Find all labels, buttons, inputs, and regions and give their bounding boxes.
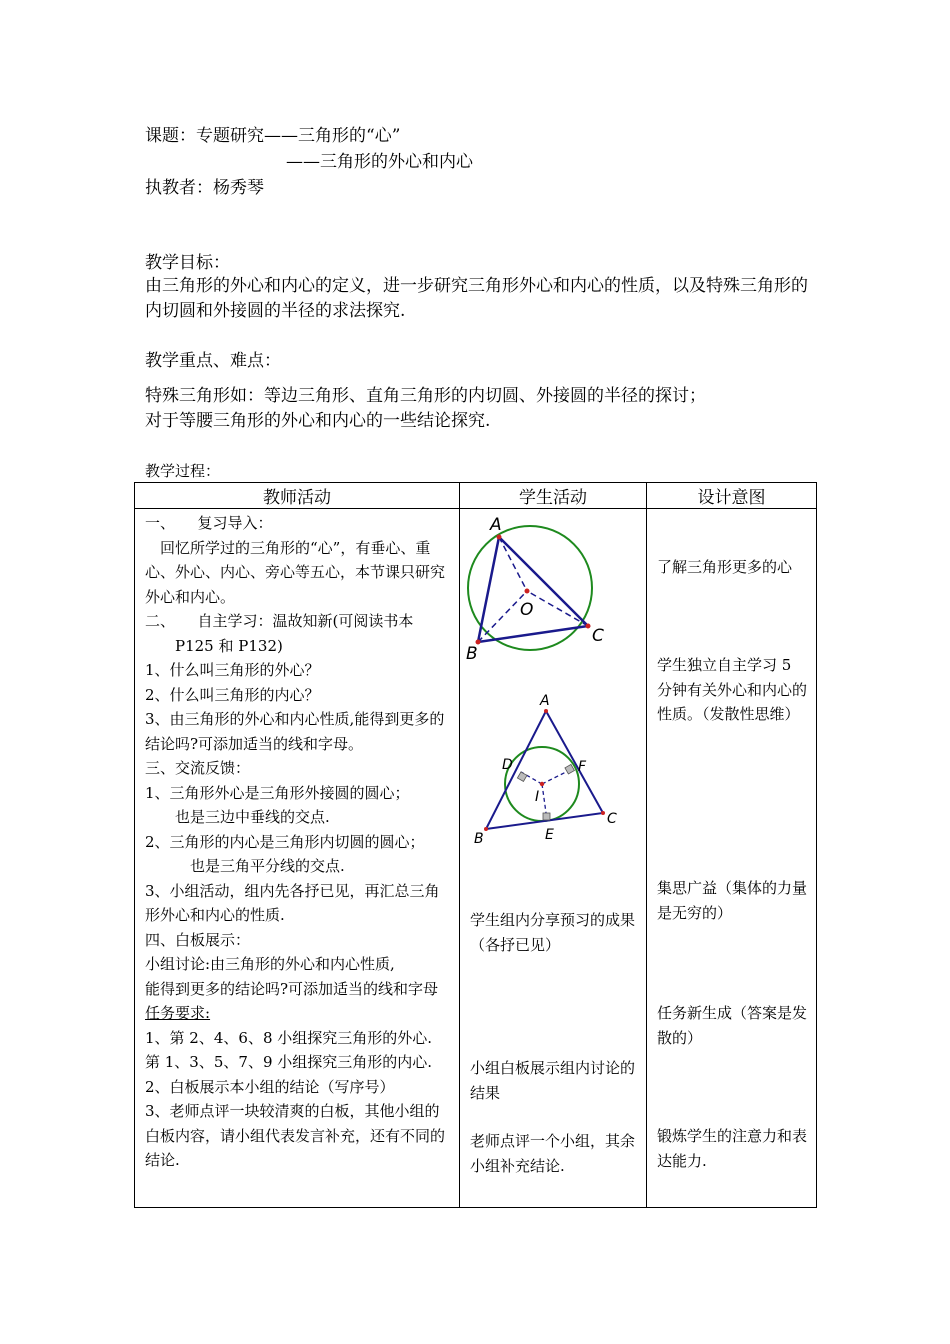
point-c bbox=[586, 624, 591, 629]
point-i bbox=[540, 782, 544, 786]
column-header-teacher: 教师活动 bbox=[135, 483, 460, 509]
objectives-heading: 教学目标： bbox=[145, 253, 230, 273]
teacher-item: 一、 复习导入： bbox=[145, 514, 273, 532]
label-c2: C bbox=[607, 811, 617, 827]
point-b2 bbox=[484, 827, 488, 831]
teacher-item: 第 1、3、5、7、9 小组探究三角形的内心. bbox=[145, 1053, 433, 1071]
teacher-item: 2、白板展示本小组的结论（写序号） bbox=[145, 1077, 395, 1096]
task-requirements-heading: 任务要求: bbox=[145, 1004, 211, 1022]
table-header-row bbox=[135, 483, 817, 509]
teacher-item: 能得到更多的结论吗?可添加适当的线和字母 bbox=[145, 979, 439, 998]
point-o bbox=[525, 589, 530, 594]
label-e: E bbox=[545, 827, 554, 843]
point-a bbox=[497, 535, 502, 540]
teacher-item: 回忆所学过的三角形的“心”，有垂心、重心、外心、内心、旁心等五心，本节课只研究外心和内心。 bbox=[145, 538, 446, 606]
process-table bbox=[134, 482, 817, 1208]
intent-4: 任务新生成（答案是发散的） bbox=[657, 1004, 808, 1047]
topic-line: 课题：专题研究——三角形的“心” bbox=[145, 126, 401, 146]
intent-2: 学生独立自主学习 5 分钟有关外心和内心的性质。（发散性思维） bbox=[657, 656, 808, 723]
teacher-item: 3、由三角形的外心和内心性质,能得到更多的结论吗?可添加适当的线和字母。 bbox=[145, 710, 445, 753]
teacher-item: 3、老师点评一块较清爽的白板，其他小组的白板内容，请小组代表发言补充，还有不同的结论. bbox=[145, 1102, 446, 1169]
label-b2: B bbox=[474, 831, 484, 847]
table-row bbox=[135, 509, 817, 1208]
objectives-text: 由三角形的外心和内心的定义，进一步研究三角形外心和内心的性质，以及特殊三角形的内切圆和外接圆的半径的求法探究. bbox=[145, 276, 808, 321]
segment-oa bbox=[499, 537, 527, 591]
key-points-heading: 教学重点、难点： bbox=[145, 351, 281, 371]
column-header-student: 学生活动 bbox=[460, 483, 647, 509]
label-i: I bbox=[535, 789, 540, 805]
subtitle-line: ——三角形的外心和内心 bbox=[286, 152, 473, 172]
teacher-item: 三、交流反馈： bbox=[145, 759, 251, 777]
label-a: A bbox=[490, 515, 502, 535]
right-angle-mark-d bbox=[517, 772, 527, 782]
teacher-item: 1、三角形外心是三角形外接圆的圆心； bbox=[145, 783, 410, 802]
student-activity-3: 老师点评一个小组，其余小组补充结论. bbox=[470, 1132, 636, 1175]
label-b: B bbox=[466, 644, 478, 663]
circumcircle bbox=[468, 526, 592, 650]
teacher-line: 执教者：杨秀琴 bbox=[145, 178, 264, 198]
right-angle-mark-f bbox=[565, 764, 575, 774]
intent-1: 了解三角形更多的心 bbox=[657, 558, 793, 576]
key-points-line-2: 对于等腰三角形的外心和内心的一些结论探究. bbox=[145, 411, 491, 431]
column-header-intent: 设计意图 bbox=[647, 483, 817, 509]
process-heading: 教学过程： bbox=[145, 462, 221, 480]
teacher-item: 小组讨论:由三角形的外心和内心性质, bbox=[145, 955, 395, 973]
intent-3: 集思广益（集体的力量是无穷的） bbox=[657, 879, 808, 922]
label-c: C bbox=[592, 626, 604, 646]
teacher-item: 二、 自主学习：温故知新(可阅读书本 bbox=[145, 612, 414, 630]
teacher-item: 1、什么叫三角形的外心？ bbox=[145, 661, 320, 679]
right-angle-mark-e bbox=[543, 813, 550, 820]
teacher-item: 也是三边中垂线的交点. bbox=[145, 808, 330, 826]
key-points-line-1: 特殊三角形如：等边三角形、直角三角形的内切圆、外接圆的半径的探讨； bbox=[145, 386, 706, 406]
label-f: F bbox=[578, 759, 587, 775]
student-activity-2: 小组白板展示组内讨论的结果 bbox=[470, 1059, 636, 1102]
teacher-item: 3、小组活动，组内先各抒已见，再汇总三角形外心和内心的性质. bbox=[145, 881, 440, 924]
student-activity-cell bbox=[460, 509, 647, 1208]
teacher-item: 2、什么叫三角形的内心？ bbox=[145, 685, 320, 704]
circumcircle-figure bbox=[462, 513, 644, 663]
label-d: D bbox=[502, 757, 513, 773]
teacher-item: 四、白板展示： bbox=[145, 930, 251, 949]
teacher-item: 也是三角平分线的交点. bbox=[145, 857, 345, 875]
label-a2: A bbox=[540, 693, 550, 709]
teacher-activity-cell bbox=[135, 509, 460, 1208]
student-activity-1: 学生组内分享预习的成果（各抒已见） bbox=[470, 911, 636, 954]
label-o: O bbox=[520, 600, 534, 620]
teacher-item: 2、三角形的内心是三角形内切圆的圆心； bbox=[145, 832, 425, 851]
intent-5: 锻炼学生的注意力和表达能力. bbox=[657, 1127, 808, 1170]
teacher-item: 1、第 2、4、6、8 小组探究三角形的外心. bbox=[145, 1028, 433, 1047]
point-c2 bbox=[601, 811, 605, 815]
design-intent-cell bbox=[647, 509, 817, 1208]
incircle-figure bbox=[462, 689, 644, 849]
circum-triangle bbox=[478, 537, 588, 642]
point-a2 bbox=[544, 709, 548, 713]
teacher-item: P125 和 P132) bbox=[145, 636, 283, 655]
